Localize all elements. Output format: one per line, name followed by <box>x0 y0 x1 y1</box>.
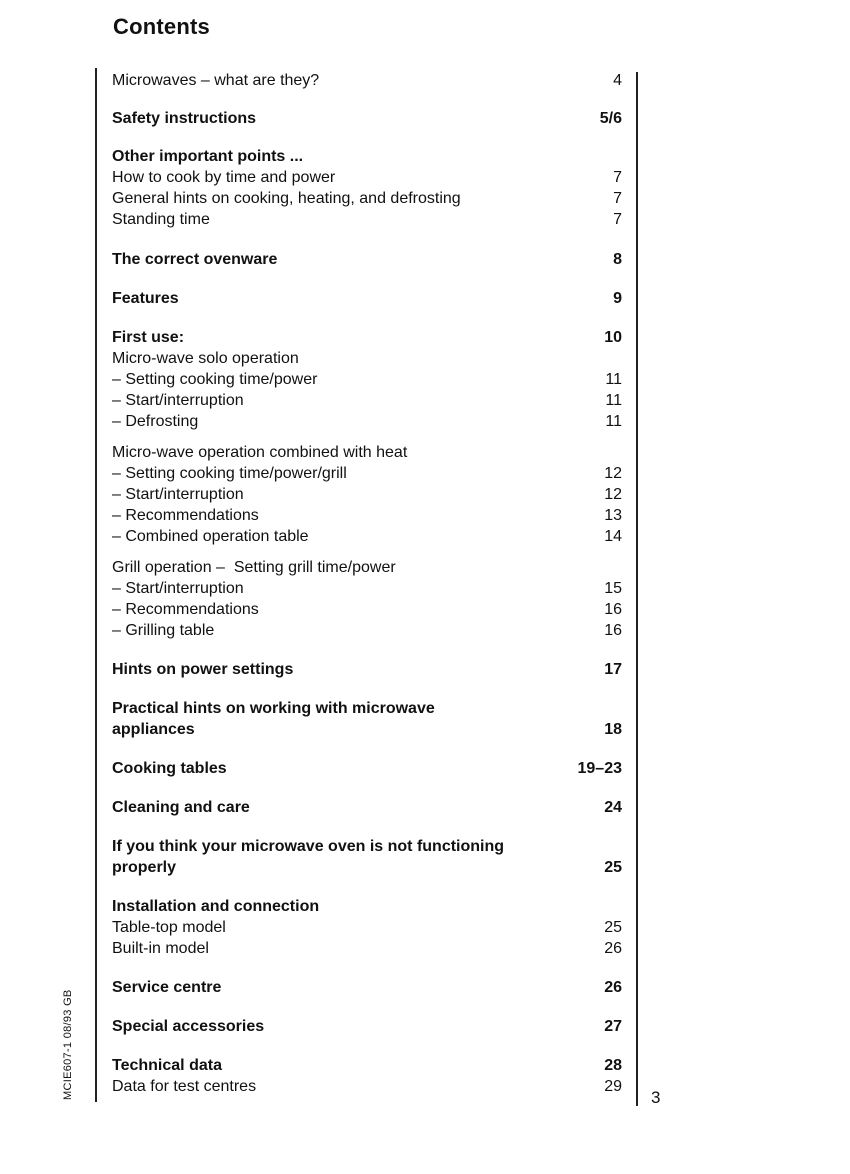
toc-section <box>112 1055 622 1097</box>
toc-entry-page: 7 <box>613 169 622 186</box>
right-rule <box>636 72 638 1106</box>
toc-entry-label: Cleaning and care <box>112 799 250 816</box>
toc-entry-page: 4 <box>613 72 622 89</box>
toc-entry-label: Data for test centres <box>112 1078 257 1095</box>
table-of-contents <box>112 70 622 1097</box>
toc-entry <box>112 484 622 505</box>
toc-entry-label: Special accessories <box>112 1018 265 1035</box>
toc-heading <box>112 719 622 740</box>
toc-entry <box>112 505 622 526</box>
toc-entry-page: 9 <box>613 290 622 307</box>
toc-entry <box>112 167 622 188</box>
toc-entry-page: 25 <box>604 859 622 876</box>
toc-section <box>112 977 622 998</box>
toc-entry-page: 26 <box>604 940 622 957</box>
toc-entry-label: Service centre <box>112 979 222 996</box>
toc-section <box>112 146 622 230</box>
toc-entry-page: 7 <box>613 211 622 228</box>
toc-entry-label: Microwaves – what are they? <box>112 72 320 89</box>
toc-entry-label: – Start/interruption <box>112 580 244 597</box>
toc-entry-label: – Start/interruption <box>112 486 244 503</box>
toc-entry-label: Features <box>112 290 179 307</box>
toc-section <box>112 288 622 309</box>
toc-entry-label: Hints on power settings <box>112 661 294 678</box>
toc-heading <box>112 659 622 680</box>
toc-entry-label: – Defrosting <box>112 413 199 430</box>
toc-entry-label: Technical data <box>112 1057 222 1074</box>
toc-entry-page: 11 <box>605 371 622 388</box>
toc-entry-label: – Start/interruption <box>112 392 244 409</box>
toc-heading <box>112 896 622 917</box>
toc-entry-page: 18 <box>604 721 622 738</box>
toc-entry-page: 15 <box>604 580 622 597</box>
toc-entry <box>112 578 622 599</box>
toc-entry-label: – Grilling table <box>112 622 215 639</box>
toc-entry-page: 28 <box>604 1057 622 1074</box>
toc-entry-page: 24 <box>604 799 622 816</box>
toc-entry <box>112 463 622 484</box>
toc-entry-label: Installation and connection <box>112 898 320 915</box>
toc-entry <box>112 557 622 578</box>
toc-entry <box>112 938 622 959</box>
toc-heading <box>112 836 622 857</box>
toc-entry-page: 25 <box>604 919 622 936</box>
toc-entry-page: 11 <box>605 413 622 430</box>
toc-entry <box>112 442 622 463</box>
toc-entry-page: 19–23 <box>577 760 622 777</box>
toc-entry-label: The correct ovenware <box>112 251 278 268</box>
toc-heading <box>112 108 622 129</box>
toc-section <box>112 70 622 91</box>
left-rule <box>95 68 97 1102</box>
toc-entry <box>112 209 622 230</box>
toc-entry-label: – Recommendations <box>112 601 259 618</box>
toc-heading <box>112 977 622 998</box>
toc-section <box>112 698 622 740</box>
toc-entry-page: 12 <box>604 486 622 503</box>
toc-entry-label: Grill operation – Setting grill time/power <box>112 559 396 576</box>
toc-heading <box>112 249 622 270</box>
toc-entry <box>112 1076 622 1097</box>
toc-section <box>112 797 622 818</box>
toc-heading <box>112 797 622 818</box>
toc-heading <box>112 1055 622 1076</box>
toc-entry-label: Safety instructions <box>112 110 257 127</box>
toc-section <box>112 836 622 878</box>
page-number: 3 <box>651 1088 661 1107</box>
page-title: Contents <box>113 14 210 39</box>
toc-entry-label: Micro-wave solo operation <box>112 350 299 367</box>
toc-section <box>112 327 622 432</box>
toc-entry-page: 29 <box>604 1078 622 1095</box>
toc-heading <box>112 698 622 719</box>
toc-entry-label: Micro-wave operation combined with heat <box>112 444 408 461</box>
toc-heading <box>112 1016 622 1037</box>
toc-entry <box>112 70 622 91</box>
toc-entry-label: properly <box>112 859 177 876</box>
toc-entry-label: Built-in model <box>112 940 209 957</box>
toc-entry-page: 5/6 <box>599 110 622 127</box>
toc-entry <box>112 917 622 938</box>
toc-entry <box>112 526 622 547</box>
toc-entry-label: – Setting cooking time/power <box>112 371 318 388</box>
document-code: MCIE607-1 08/93 GB <box>62 989 74 1100</box>
toc-section <box>112 249 622 270</box>
toc-entry-label: Cooking tables <box>112 760 227 777</box>
toc-entry-label: General hints on cooking, heating, and defrosting <box>112 190 461 207</box>
toc-entry-label: Practical hints on working with microwave <box>112 700 435 717</box>
toc-entry-label: – Combined operation table <box>112 528 309 545</box>
toc-entry-label: appliances <box>112 721 195 738</box>
toc-entry <box>112 390 622 411</box>
toc-section <box>112 896 622 959</box>
toc-section <box>112 659 622 680</box>
toc-entry-page: 17 <box>604 661 622 678</box>
toc-entry-label: First use: <box>112 329 185 346</box>
toc-entry-label: If you think your microwave oven is not functioning <box>112 838 505 855</box>
toc-entry-label: – Setting cooking time/power/grill <box>112 465 347 482</box>
toc-entry-page: 27 <box>604 1018 622 1035</box>
toc-entry-page: 16 <box>604 601 622 618</box>
toc-entry-label: Standing time <box>112 211 210 228</box>
toc-heading <box>112 146 622 167</box>
toc-entry <box>112 620 622 641</box>
toc-entry-page: 16 <box>604 622 622 639</box>
toc-entry-page: 10 <box>604 329 622 346</box>
toc-section <box>112 442 622 547</box>
toc-entry-label: Other important points ... <box>112 148 304 165</box>
toc-entry-page: 8 <box>613 251 622 268</box>
toc-entry <box>112 348 622 369</box>
toc-entry-label: Table-top model <box>112 919 226 936</box>
toc-entry-page: 12 <box>604 465 622 482</box>
toc-entry-page: 7 <box>613 190 622 207</box>
toc-entry <box>112 599 622 620</box>
toc-entry-label: – Recommendations <box>112 507 259 524</box>
toc-heading <box>112 758 622 779</box>
toc-entry <box>112 369 622 390</box>
toc-heading <box>112 327 622 348</box>
toc-section <box>112 557 622 641</box>
toc-entry-page: 26 <box>604 979 622 996</box>
toc-entry <box>112 188 622 209</box>
toc-entry-label: How to cook by time and power <box>112 169 336 186</box>
toc-entry <box>112 411 622 432</box>
toc-heading <box>112 857 622 878</box>
toc-heading <box>112 288 622 309</box>
toc-section <box>112 108 622 129</box>
toc-entry-page: 13 <box>604 507 622 524</box>
toc-entry-page: 14 <box>604 528 622 545</box>
toc-section <box>112 758 622 779</box>
toc-entry-page: 11 <box>605 392 622 409</box>
toc-section <box>112 1016 622 1037</box>
